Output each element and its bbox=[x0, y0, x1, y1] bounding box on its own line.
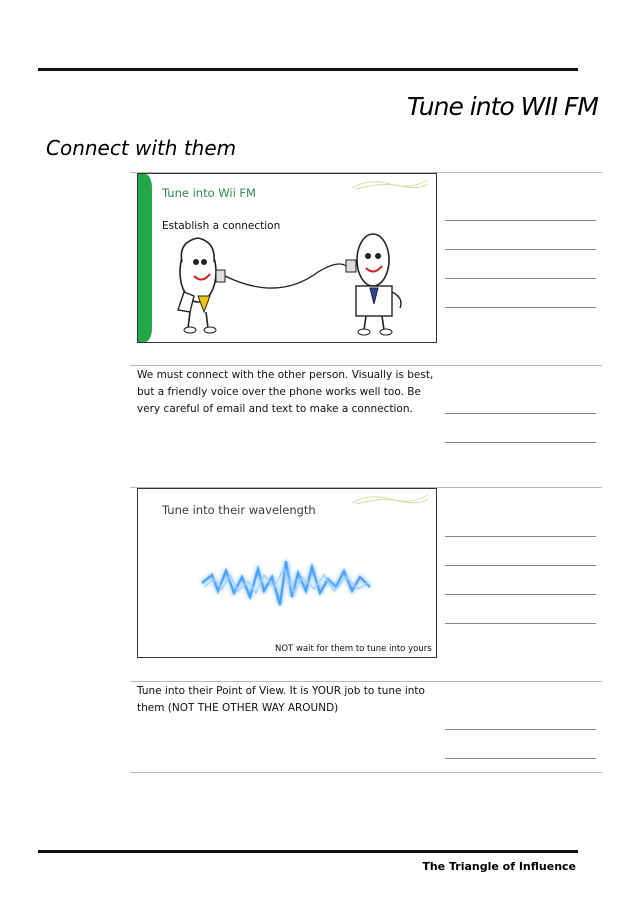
note-line bbox=[445, 278, 596, 279]
note-line bbox=[445, 729, 596, 730]
note-line bbox=[445, 594, 596, 595]
note-text: We must connect with the other person. Visually is best, but a friendly voice over the phone works well too. Be very careful of email and text to make a connection. bbox=[137, 369, 434, 415]
note-line bbox=[445, 442, 596, 443]
note-line bbox=[445, 307, 596, 308]
separator-line bbox=[130, 681, 602, 682]
slide-decoration bbox=[350, 176, 430, 190]
separator-line bbox=[130, 365, 602, 366]
separator-line bbox=[130, 772, 602, 773]
note-line bbox=[445, 220, 596, 221]
slide-thumbnail-1 bbox=[137, 173, 437, 343]
bottom-rule bbox=[38, 850, 578, 853]
note-line bbox=[445, 249, 596, 250]
section-title: Connect with them bbox=[46, 136, 237, 160]
note-line bbox=[445, 565, 596, 566]
top-rule bbox=[38, 68, 578, 71]
slide-accent-bar bbox=[138, 174, 152, 342]
note-line bbox=[445, 413, 596, 414]
slide-caption: NOT wait for them to tune into yours bbox=[275, 644, 432, 654]
slide-decoration bbox=[350, 491, 430, 505]
note-line bbox=[445, 758, 596, 759]
footer-text: The Triangle of Influence bbox=[422, 860, 576, 873]
note-line bbox=[445, 536, 596, 537]
slide-title: Tune into their wavelength bbox=[162, 503, 316, 517]
wavelength-graphic bbox=[198, 547, 378, 617]
note-line bbox=[445, 623, 596, 624]
note-text: Tune into their Point of View. It is YOUR job to tune into them (NOT THE OTHER WAY AROUND) bbox=[137, 685, 425, 714]
tin-can-phone-illustration bbox=[168, 232, 428, 340]
page-title: Tune into WII FM bbox=[407, 92, 598, 121]
slide-thumbnail-2 bbox=[137, 488, 437, 658]
slide-subtitle: Establish a connection bbox=[162, 220, 281, 232]
slide-title: Tune into Wii FM bbox=[162, 186, 256, 200]
